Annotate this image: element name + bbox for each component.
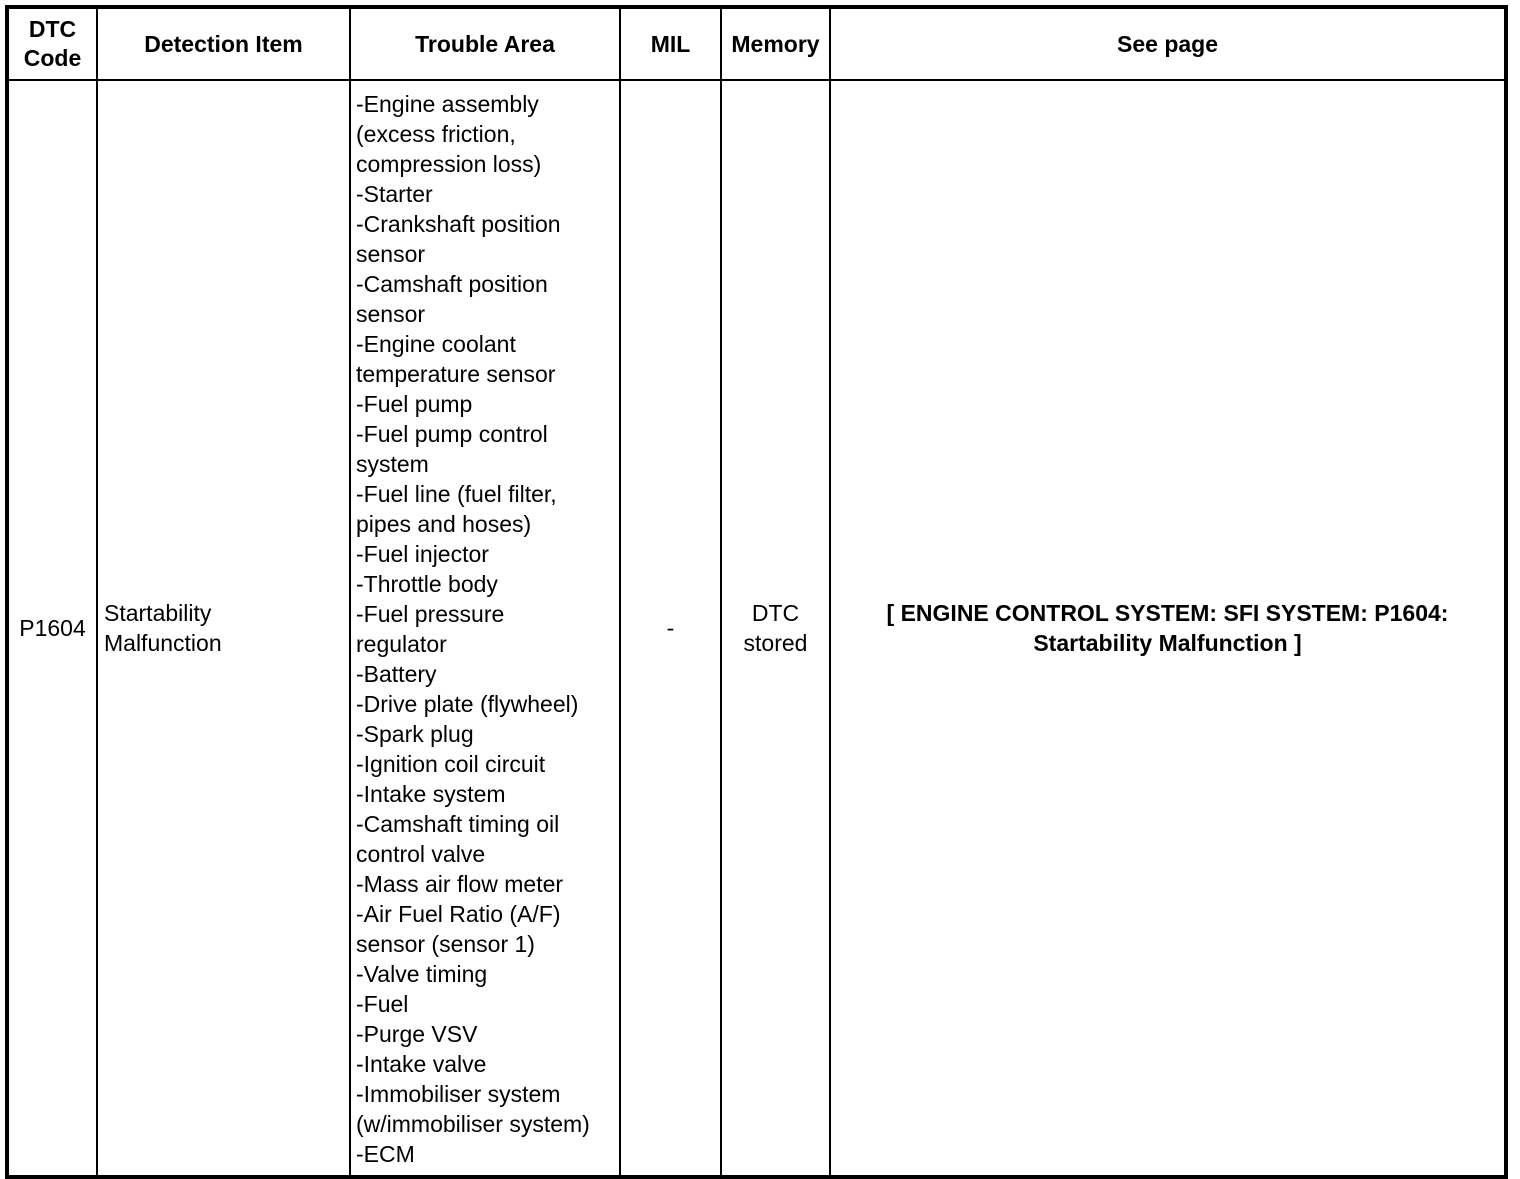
trouble-area-line: -Camshaft timing oil [356,811,560,837]
header-row [7,7,1506,80]
trouble-area-line: -Fuel injector [356,541,489,567]
trouble-area-line: -Engine assembly [356,91,539,117]
trouble-area-line: sensor (sensor 1) [356,931,535,957]
trouble-area-line: -Fuel line (fuel filter, [356,481,557,507]
cell-detection-item [97,80,350,1177]
table-body [7,80,1506,1177]
table-row [7,80,1506,1177]
trouble-area-line: -Spark plug [356,721,474,747]
see-page-link-line2[interactable]: Startability Malfunction ] [1033,630,1302,656]
trouble-area-line: sensor [356,241,426,267]
header-detection-item: Detection Item [97,7,350,80]
detection-item-line1: Startability [104,600,212,626]
trouble-area-line: regulator [356,631,447,657]
trouble-area-line: -Fuel pump control [356,421,548,447]
header-dtc-code [7,7,97,80]
trouble-area-line: -Fuel pressure [356,601,505,627]
trouble-area-line: compression loss) [356,151,542,177]
trouble-area-line: -Camshaft position [356,271,548,297]
trouble-area-line: -Engine coolant [356,331,516,357]
cell-see-page [830,80,1506,1177]
memory-line1: DTC [751,600,800,626]
memory-line2: stored [743,630,808,656]
trouble-area-line: -Intake system [356,781,506,807]
trouble-area-line: -Valve timing [356,961,488,987]
header-dtc-code-line2: Code [23,45,82,71]
header-see-page: See page [830,7,1506,80]
cell-mil: - [620,80,721,1177]
trouble-area-line: (w/immobiliser system) [356,1111,590,1137]
trouble-area-line: -Air Fuel Ratio (A/F) [356,901,561,927]
dtc-table [5,5,1508,1179]
trouble-area-line: -Starter [356,181,433,207]
detection-item-line2: Malfunction [104,630,222,656]
header-dtc-code-line1: DTC [28,16,77,42]
trouble-area-line: -Fuel pump [356,391,473,417]
trouble-area-line: sensor [356,301,426,327]
trouble-area-line: -ECM [356,1141,415,1167]
trouble-area-line: -Mass air flow meter [356,871,564,897]
cell-memory [721,80,830,1177]
trouble-area-line: -Immobiliser system [356,1081,561,1107]
trouble-area-line: system [356,451,429,477]
trouble-area-line: -Drive plate (flywheel) [356,691,579,717]
header-trouble-area: Trouble Area [350,7,620,80]
trouble-area-line: -Battery [356,661,437,687]
trouble-area-line: -Fuel [356,991,409,1017]
cell-dtc-code: P1604 [7,80,97,1177]
header-memory: Memory [721,7,830,80]
table-header [7,7,1506,80]
see-page-link-line1[interactable]: [ ENGINE CONTROL SYSTEM: SFI SYSTEM: P1604: [886,600,1449,626]
trouble-area-line: temperature sensor [356,361,556,387]
trouble-area-line: -Crankshaft position [356,211,561,237]
trouble-area-line: control valve [356,841,486,867]
header-mil: MIL [620,7,721,80]
trouble-area-line: pipes and hoses) [356,511,532,537]
trouble-area-line: (excess friction, [356,121,516,147]
trouble-area-line: -Purge VSV [356,1021,478,1047]
cell-trouble-area [350,80,620,1177]
trouble-area-line: -Intake valve [356,1051,487,1077]
trouble-area-line: -Ignition coil circuit [356,751,546,777]
trouble-area-line: -Throttle body [356,571,498,597]
